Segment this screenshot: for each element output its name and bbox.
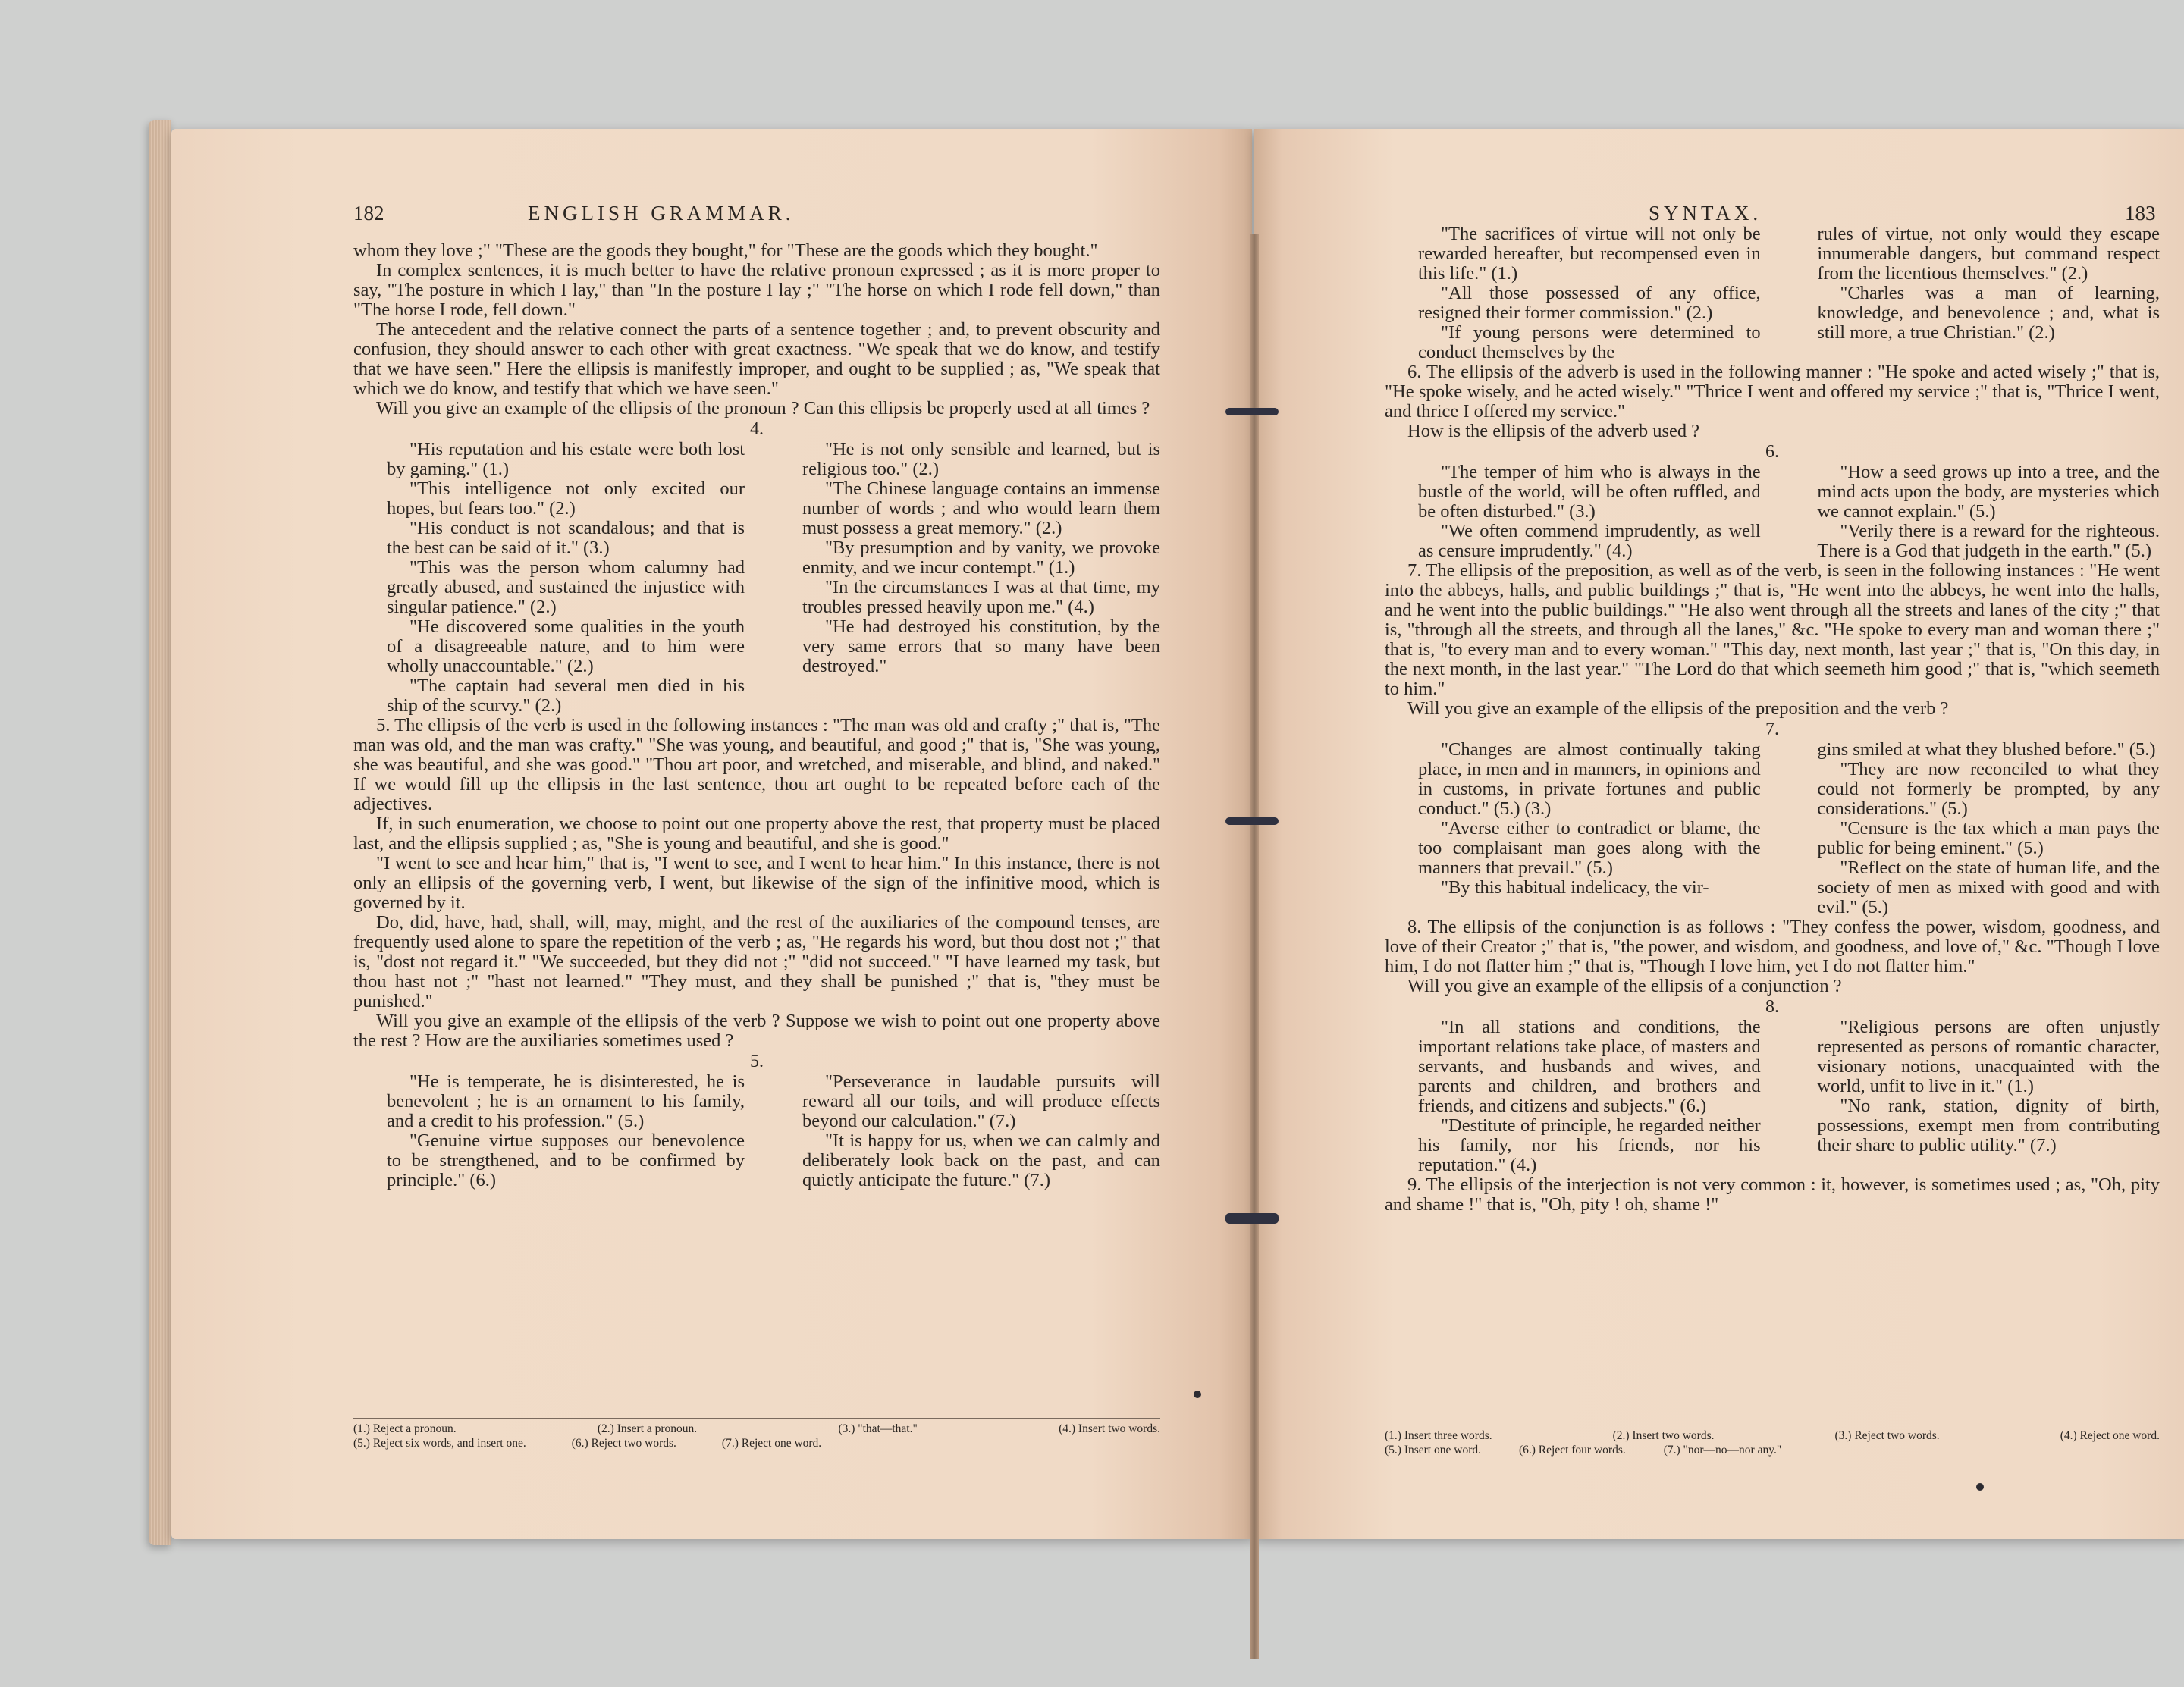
- exercise-number: 4.: [750, 419, 764, 439]
- question: Will you give an example of the ellipsis of a conjunction ?: [1407, 976, 1842, 996]
- exercise-item: rules of virtue, not only would they escape innumerable dangers, but command respect from the licentious themselves." (2.): [1817, 224, 2160, 284]
- exercise-number: 5.: [750, 1052, 764, 1071]
- footnote: (4.) Reject one word.: [2060, 1429, 2160, 1442]
- exercise-item: "Destitute of principle, he regarded neither his family, nor his friends, nor his reputation." (4.): [1418, 1115, 1761, 1175]
- ink-spot: [1976, 1483, 1984, 1491]
- exercise-column-left: [1385, 463, 1761, 561]
- right-page: [1254, 129, 2184, 1539]
- exercise-item: "Perseverance in laudable pursuits will reward all our toils, and will produce effects beyond our calculation." (7.): [802, 1071, 1160, 1131]
- binding-stitch: [1225, 408, 1279, 415]
- exercise-column-left: [1385, 224, 1761, 362]
- paragraph: 9. The ellipsis of the interjection is not very common : it, however, is sometimes used ; as, "Oh, pity and shame !" that is, "Oh, pity ! oh, shame !": [1385, 1174, 2160, 1215]
- footnote: (6.) Reject four words.: [1518, 1444, 1626, 1457]
- running-header-left: ENGLISH GRAMMAR.: [528, 202, 795, 224]
- question: Will you give an example of the ellipsis of the preposition and the verb ?: [1407, 698, 1949, 719]
- exercise-item: "His reputation and his estate were both lost by gaming." (1.): [387, 439, 745, 479]
- exercise-item: "By this habitual indelicacy, the vir-: [1441, 877, 1709, 898]
- exercise-column-right: [1784, 740, 2160, 917]
- exercise-item: "By presumption and by vanity, we provoke enmity, and we incur contempt." (1.): [802, 538, 1160, 578]
- footnote: (7.) Reject one word.: [721, 1437, 822, 1450]
- paragraph: If, in such enumeration, we choose to point out one property above the rest, that property must be placed last, and the ellipsis supplied ; as, "She is young and beautiful, and she is good.": [353, 814, 1160, 854]
- paragraph: whom they love ;" "These are the goods they bought," for "These are the goods which they bought.": [353, 240, 1098, 261]
- exercise-columns: [1385, 740, 2160, 917]
- exercise-item: "Verily there is a reward for the righteous. There is a God that judgeth in the earth." (5.): [1817, 521, 2160, 561]
- binding-stitch: [1225, 817, 1279, 825]
- exercise-column-left: [1385, 740, 1761, 917]
- right-body: [1385, 224, 2160, 1215]
- exercise-column-right: [1784, 463, 2160, 561]
- paragraph: "I went to see and hear him," that is, "I went to see, and I went to hear him." In this instance, there is not only an ellipsis of the governing verb, I went, but likewise of the sign of the infinitive mood, which is governed by it.: [353, 853, 1160, 913]
- exercise-item: "Censure is the tax which a man pays the public for being eminent." (5.): [1817, 818, 2160, 858]
- footnote: (2.) Insert a pronoun.: [597, 1422, 698, 1435]
- page-number-right: 183: [2125, 202, 2156, 224]
- paragraph: In complex sentences, it is much better to have the relative pronoun expressed ; as it is more proper to say, "The posture in which I lay," than "In the posture I lay ;" "The horse on which I rode fell down," than "The horse I rode, fell down.": [353, 260, 1160, 320]
- exercise-item: "Charles was a man of learning, knowledge, and benevolence ; and, what is still more, a true Christian." (2.): [1817, 283, 2160, 343]
- exercise-item: "No rank, station, dignity of birth, possessions, exempt men from contributing their share to public utility." (7.): [1817, 1096, 2160, 1156]
- running-header-right: SYNTAX.: [1649, 202, 1762, 224]
- exercise-column-right: [769, 1072, 1160, 1190]
- exercise-item: "He had destroyed his constitution, by the very same errors that so many have been destroyed.": [802, 616, 1160, 676]
- footnote: (5.) Insert one word.: [1385, 1444, 1481, 1457]
- exercise-item: "In the circumstances I was at that time, my troubles pressed heavily upon me." (4.): [802, 577, 1160, 617]
- paragraph: Do, did, have, had, shall, will, may, might, and the rest of the auxiliaries of the compound tenses, are frequently used alone to spare the repetition of the verb ; as, "He regards his word, but thou dost not ;" that is, "dost not regard it." "We succeeded, but they did not ;" "did not succeed." "I have learned my task, but thou hast not ;" "hast not learned." "They must, and they shall be punished ;" that is, "they must be punished.": [353, 912, 1160, 1011]
- exercise-item: "He discovered some qualities in the youth of a disagreeable nature, and to him were wholly unaccountable." (2.): [387, 616, 745, 676]
- exercise-number: 8.: [1765, 997, 1779, 1017]
- exercise-number: 7.: [1765, 720, 1779, 739]
- exercise-item: "His conduct is not scandalous; and that is the best can be said of it." (3.): [387, 518, 745, 558]
- exercise-item: "The sacrifices of virtue will not only be rewarded hereafter, but recompensed even in this life." (1.): [1418, 224, 1761, 284]
- exercise-item: "How a seed grows up into a tree, and the mind acts upon the body, are mysteries which we cannot explain." (5.): [1817, 462, 2160, 522]
- left-page: [171, 129, 1252, 1539]
- exercise-column-right: [1784, 224, 2160, 362]
- exercise-item: "They are now reconciled to what they could not formerly be prompted, by any considerations." (5.): [1817, 759, 2160, 819]
- exercise-column-right: [769, 440, 1160, 716]
- exercise-item: "It is happy for us, when we can calmly and deliberately look back on the past, and can quietly anticipate the future." (7.): [802, 1130, 1160, 1190]
- ink-spot: [1194, 1391, 1201, 1398]
- footnote: (5.) Reject six words, and insert one.: [353, 1437, 526, 1450]
- footnotes-left: [353, 1418, 1160, 1450]
- footnote-row: [353, 1436, 1160, 1450]
- exercise-item: "We often commend imprudently, as well as censure imprudently." (4.): [1418, 521, 1761, 561]
- book-gutter: [1250, 234, 1259, 1659]
- exercise-columns: [1385, 224, 2160, 362]
- exercise-item: "Religious persons are often unjustly represented as persons of romantic character, visionary notions, unacquainted with the world, unfit to live in it." (1.): [1817, 1017, 2160, 1096]
- footnote: (3.) "that—that.": [838, 1422, 918, 1435]
- footnote-row: [1385, 1443, 2160, 1457]
- exercise-item: "Genuine virtue supposes our benevolence to be strengthened, and to be confirmed by principle." (6.): [387, 1130, 745, 1190]
- footnotes-right: [1385, 1425, 2160, 1457]
- binding-stitch: [1225, 1213, 1279, 1224]
- paragraph: 7. The ellipsis of the preposition, as well as of the verb, is seen in the following instances : "He went into the abbeys, halls, and public buildings ;" that is, "He went into the abbeys, he went into the halls, and he went into the public buildings." "He also went through all the streets and lanes of the city ;" that is, "through all the streets, and through all the lanes," &c. "He spoke to every man and woman there ;" that is, "to every man and to every woman." "This day, next month, last year ;" that is, "On this day, in the next month, in the last year." "The Lord do that which seemeth him good ;" that is, "which seemeth to him.": [1385, 560, 2160, 699]
- footnote: (6.) Reject two words.: [571, 1437, 676, 1450]
- exercise-item: "Changes are almost continually taking place, in men and in manners, in opinions and in customs, in private fortunes and public conduct." (5.) (3.): [1418, 739, 1761, 819]
- exercise-columns: [1385, 463, 2160, 561]
- exercise-item: gins smiled at what they blushed before." (5.): [1817, 739, 2156, 760]
- exercise-column-right: [1784, 1018, 2160, 1175]
- paragraph: 6. The ellipsis of the adverb is used in the following manner : "He spoke and acted wisely ;" that is, "He spoke wisely, and he acted wisely." "Thrice I went and offered my service ;" that is, "Thrice I went, and thrice I offered my service.": [1385, 362, 2160, 422]
- footnote: (3.) Reject two words.: [1834, 1429, 1940, 1442]
- footnote-row: [1385, 1428, 2160, 1443]
- exercise-item: "In all stations and conditions, the important relations take place, of masters and servants, and husbands and wives, and parents and children, and brothers and friends, and citizens and subjects." (6.): [1418, 1017, 1761, 1116]
- open-book: [149, 112, 2160, 1550]
- question: Will you give an example of the ellipsis of the verb ? Suppose we wish to point out one property above the rest ? How are the auxiliaries sometimes used ?: [353, 1011, 1160, 1051]
- exercise-columns: [353, 440, 1160, 716]
- footnote: (1.) Insert three words.: [1385, 1429, 1492, 1442]
- footnote: (7.) "nor—no—nor any.": [1663, 1444, 1782, 1457]
- exercise-item: "He is temperate, he is disinterested, he is benevolent ; he is an ornament to his family, and a credit to his profession." (5.): [387, 1071, 745, 1131]
- paragraph: 5. The ellipsis of the verb is used in the following instances : "The man was old and crafty ;" that is, "The man was old, and the man was crafty." "She was young, and beautiful, and good ;" that is, "She was young, she was beautiful, and she was good." "Thou art poor, and wretched, and miserable, and blind, and naked." If we would fill up the ellipsis in the last sentence, thou art ought to be repeated before each of the adjectives.: [353, 715, 1160, 814]
- footnote: (4.) Insert two words.: [1059, 1422, 1160, 1435]
- question: Will you give an example of the ellipsis of the pronoun ? Can this ellipsis be properly used at all times ?: [376, 398, 1150, 419]
- exercise-item: "The Chinese language contains an immense number of words ; and who would learn them must possess a great memory." (2.): [802, 478, 1160, 538]
- exercise-item: "This intelligence not only excited our hopes, but fears too." (2.): [387, 478, 745, 519]
- exercise-item: "If young persons were determined to conduct themselves by the: [1418, 322, 1761, 362]
- question: How is the ellipsis of the adverb used ?: [1407, 421, 1700, 441]
- exercise-column-left: [1385, 1018, 1761, 1175]
- exercise-column-left: [353, 440, 745, 716]
- exercise-columns: [353, 1072, 1160, 1190]
- footnote: (1.) Reject a pronoun.: [353, 1422, 457, 1435]
- exercise-item: "Averse either to contradict or blame, the too complaisant man goes along with the manners that prevail." (5.): [1418, 818, 1761, 878]
- paragraph: 8. The ellipsis of the conjunction is as follows : "They confess the power, wisdom, goodness, and love of their Creator ;" that is, "the power, and wisdom, and goodness, and love of," &c. "Though I love him, I do not flatter him ;" that is, "Though I love him, yet I do not flatter him.": [1385, 917, 2160, 977]
- exercise-item: "Reflect on the state of human life, and the society of men as mixed with good and with evil." (5.): [1817, 858, 2160, 917]
- exercise-item: "He is not only sensible and learned, but is religious too." (2.): [802, 439, 1160, 479]
- exercise-number: 6.: [1765, 442, 1779, 462]
- page-number-left: 182: [353, 202, 384, 224]
- footnote-row: [353, 1422, 1160, 1436]
- exercise-item: "This was the person whom calumny had greatly abused, and sustained the injustice with singular patience." (2.): [387, 557, 745, 617]
- exercise-column-left: [353, 1072, 745, 1190]
- left-body-top: [353, 241, 1160, 1190]
- exercise-item: "The captain had several men died in his ship of the scurvy." (2.): [387, 676, 745, 716]
- paragraph: The antecedent and the relative connect the parts of a sentence together ; and, to prevent obscurity and confusion, they should answer to each other with great exactness. "We speak that we do know, and testify that we have seen." Here the ellipsis is manifestly improper, and ought to be supplied ; as, "We speak that which we do know, and testify that which we have seen.": [353, 319, 1160, 399]
- footnote: (2.) Insert two words.: [1612, 1429, 1715, 1442]
- exercise-item: "All those possessed of any office, resigned their former commission." (2.): [1418, 283, 1761, 323]
- exercise-columns: [1385, 1018, 2160, 1175]
- exercise-item: "The temper of him who is always in the bustle of the world, will be often ruffled, and be often disturbed." (3.): [1418, 462, 1761, 522]
